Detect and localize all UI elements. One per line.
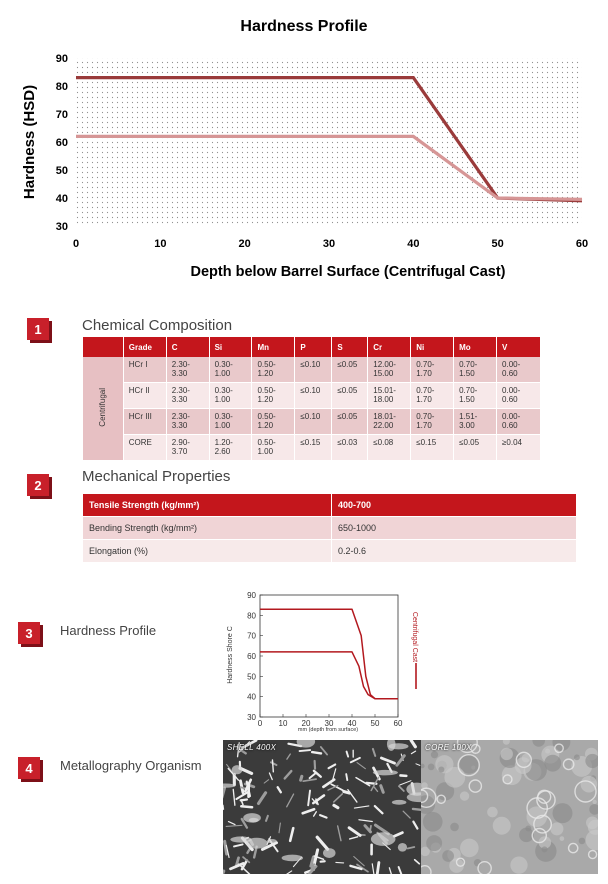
small-x-tick-label: 50: [370, 719, 380, 728]
table-row: [83, 494, 577, 517]
y-tick-label: 40: [55, 193, 68, 205]
table-cell: ≥0.04: [497, 435, 541, 461]
table-cell: 2.30- 3.30: [166, 409, 209, 435]
table-row: [83, 540, 577, 563]
header-mo: Mo: [454, 337, 497, 357]
grade-cell: HCr III: [123, 409, 166, 435]
table-cell: 2.90- 3.70: [166, 435, 209, 461]
header-si: Si: [209, 337, 252, 357]
chemical-composition-table: [83, 337, 541, 461]
table-cell: ≤0.05: [454, 435, 497, 461]
chart-title: Hardness Profile: [240, 18, 368, 35]
small-x-tick-label: 30: [324, 719, 334, 728]
plot-area: [76, 58, 582, 226]
table-cell: 0.70- 1.70: [411, 383, 454, 409]
x-tick-label: 40: [407, 238, 420, 250]
group-cell: [83, 357, 123, 461]
x-tick-label: 30: [322, 238, 336, 250]
table-cell: 15.01- 18.00: [368, 383, 411, 409]
header-v: V: [497, 337, 541, 357]
table-row: [83, 435, 541, 461]
table-cell: 0.70- 1.50: [454, 383, 497, 409]
table-row: [83, 517, 577, 540]
table-cell: ≤0.05: [332, 409, 368, 435]
table-row: [83, 357, 541, 383]
x-tick-label: 60: [575, 238, 589, 250]
grade-cell: HCr I: [123, 357, 166, 383]
section-2-badge: 2: [27, 474, 49, 496]
table-row: [83, 409, 541, 435]
table-cell: 2.30- 3.30: [166, 383, 209, 409]
table-row: [83, 383, 541, 409]
mechanical-properties-table: [83, 494, 577, 563]
section-4-title: Metallography Organism: [60, 758, 202, 773]
y-tick-label: 90: [55, 53, 68, 65]
section-3-title: Hardness Profile: [60, 623, 157, 638]
table-cell: 0.70- 1.70: [411, 357, 454, 383]
y-tick-label: 50: [55, 165, 68, 177]
small-y-tick-label: 70: [247, 631, 256, 641]
property-value: 650-1000: [332, 517, 577, 540]
small-hardness-chart: [220, 585, 440, 735]
table-cell: 18.01- 22.00: [368, 409, 411, 435]
y-tick-label: 30: [55, 221, 68, 233]
x-tick-label: 50: [491, 238, 504, 250]
header-s: S: [332, 337, 368, 357]
small-y-tick-label: 50: [247, 672, 256, 682]
property-value: 400-700: [332, 494, 577, 517]
section-4-badge: 4: [18, 757, 40, 779]
table-cell: ≤0.03: [332, 435, 368, 461]
table-cell: ≤0.10: [295, 383, 332, 409]
small-series-line-2: [260, 652, 398, 699]
x-tick-label: 0: [72, 238, 80, 250]
group-label: Centrifugal: [98, 388, 108, 427]
section-1-title: Chemical Composition: [82, 317, 233, 334]
table-cell: 0.00- 0.60: [497, 383, 541, 409]
small-x-tick-label: 20: [301, 719, 311, 728]
small-series-line-1: [260, 609, 398, 698]
table-cell: 0.30- 1.00: [209, 357, 252, 383]
header-p: P: [295, 337, 332, 357]
x-tick-label: 10: [154, 238, 167, 250]
core-micrograph: [421, 740, 598, 874]
header-grade: Grade: [123, 337, 166, 357]
table-cell: ≤0.08: [368, 435, 411, 461]
y-tick-label: 60: [55, 137, 68, 149]
header-ni: Ni: [411, 337, 454, 357]
section-2-title: Mechanical Properties: [82, 468, 231, 485]
small-y-axis-label: Hardness Shore C: [227, 626, 234, 684]
table-cell: 0.00- 0.60: [497, 409, 541, 435]
table-cell: 1.20- 2.60: [209, 435, 252, 461]
table-cell: ≤0.15: [411, 435, 454, 461]
small-y-tick-label: 80: [247, 611, 256, 621]
table-cell: 1.51- 3.00: [454, 409, 497, 435]
table-cell: 0.50- 1.20: [252, 357, 295, 383]
table-cell: ≤0.05: [332, 357, 368, 383]
small-x-axis-label: mm (depth from surface): [297, 727, 359, 733]
table-cell: 0.00- 0.60: [497, 357, 541, 383]
small-x-tick-label: 40: [347, 719, 357, 728]
small-y-tick-label: 30: [247, 713, 256, 722]
grade-cell: HCr II: [123, 383, 166, 409]
shell-micrograph-image: [223, 740, 421, 874]
property-name: Bending Strength (kg/mm²): [83, 517, 332, 540]
table-cell: 0.70- 1.70: [411, 409, 454, 435]
property-name: Tensile Strength (kg/mm²): [83, 494, 332, 517]
hardness-chart: [0, 0, 608, 290]
table-cell: 0.30- 1.00: [209, 409, 252, 435]
x-axis-label: Depth below Barrel Surface (Centrifugal Cast): [190, 264, 506, 280]
header-mn: Mn: [252, 337, 295, 357]
small-x-tick-label: 10: [278, 719, 288, 728]
x-tick-label: 20: [238, 238, 251, 250]
core-micrograph-image: [421, 740, 598, 874]
small-y-tick-label: 90: [247, 591, 256, 600]
table-cell: 0.50- 1.20: [252, 383, 295, 409]
grade-cell: CORE: [123, 435, 166, 461]
y-tick-label: 80: [55, 81, 68, 93]
table-cell: ≤0.05: [332, 383, 368, 409]
small-y-tick-label: 40: [247, 692, 256, 702]
shell-micrograph: [223, 740, 421, 874]
table-cell: 0.50- 1.00: [252, 435, 295, 461]
table-cell: ≤0.10: [295, 357, 332, 383]
shell-label: SHELL 400X: [227, 743, 277, 752]
small-legend-label: Centrifugal Cast: [411, 611, 418, 663]
small-x-tick-label: 0: [257, 719, 263, 728]
table-cell: ≤0.15: [295, 435, 332, 461]
y-tick-label: 70: [55, 109, 68, 121]
table-cell: 12.00- 15.00: [368, 357, 411, 383]
table-cell: 0.70- 1.50: [454, 357, 497, 383]
small-y-tick-label: 60: [247, 652, 256, 661]
header-cr: Cr: [368, 337, 411, 357]
core-label: CORE 100X: [425, 743, 472, 752]
section-1-badge: 1: [27, 318, 49, 340]
table-cell: 0.30- 1.00: [209, 383, 252, 409]
header-c: C: [166, 337, 209, 357]
section-3-badge: 3: [18, 622, 40, 644]
property-name: Elongation (%): [83, 540, 332, 563]
property-value: 0.2-0.6: [332, 540, 577, 563]
table-cell: 0.50- 1.20: [252, 409, 295, 435]
small-x-tick-label: 60: [393, 719, 403, 728]
table-cell: ≤0.10: [295, 409, 332, 435]
group-header: [83, 337, 123, 357]
y-axis-label: Hardness (HSD): [21, 84, 38, 200]
table-cell: 2.30- 3.30: [166, 357, 209, 383]
